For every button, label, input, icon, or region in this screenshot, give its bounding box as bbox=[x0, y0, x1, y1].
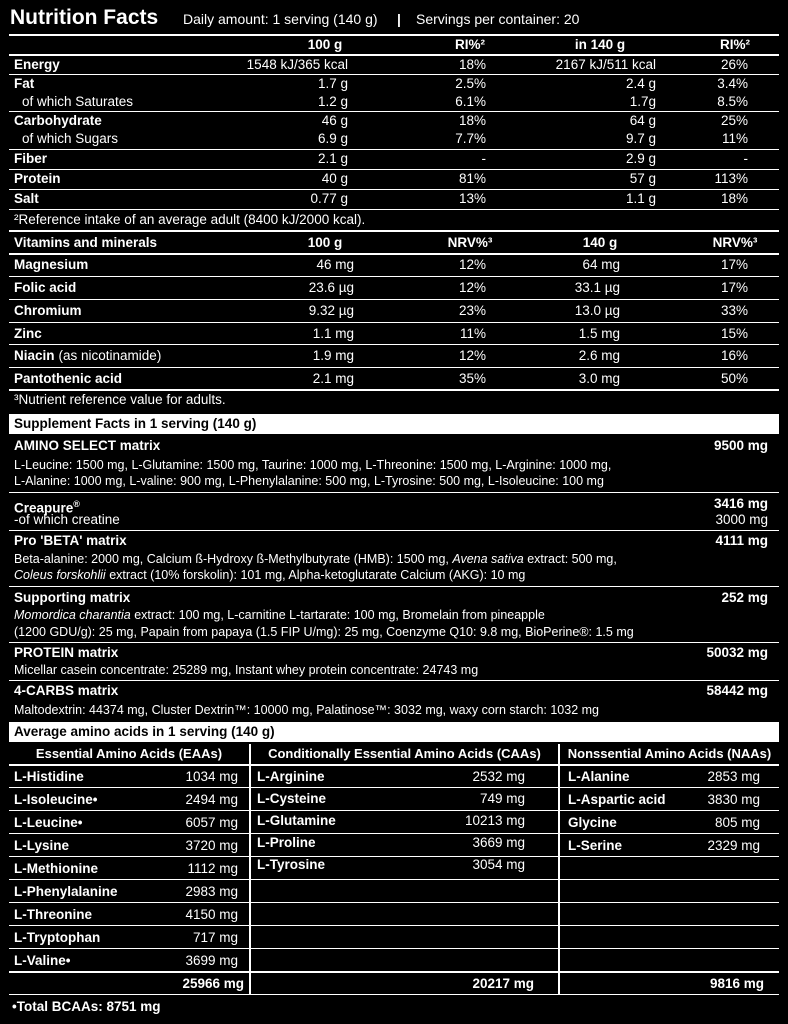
carbs-matrix-amount: 58442 mg bbox=[706, 683, 768, 698]
row-divider bbox=[9, 111, 779, 112]
nutrient-per-100g: 6.9 g bbox=[317, 131, 348, 146]
caa-value: 749 mg bbox=[479, 791, 525, 806]
amino-select-title: AMINO SELECT matrix bbox=[14, 438, 161, 453]
vitamin-name bbox=[14, 371, 122, 387]
eaa-value: 1112 mg bbox=[187, 861, 238, 876]
vitamin-label: Magnesium bbox=[14, 257, 89, 272]
vitamin-per-100g: 23.6 µg bbox=[308, 280, 354, 295]
vitamin-nrv-140g: 17% bbox=[720, 280, 748, 295]
supporting-amount: 252 mg bbox=[721, 590, 768, 605]
vitamin-per-140g: 2.6 mg bbox=[578, 348, 620, 363]
col-in-140g: in 140 g bbox=[574, 37, 626, 52]
eaa-name: L-Isoleucine• bbox=[14, 792, 98, 807]
vitamin-label: Niacin bbox=[14, 348, 55, 363]
row-divider bbox=[9, 787, 779, 788]
vitamin-per-100g: 9.32 µg bbox=[308, 303, 354, 318]
nutrient-ri-140g: 113% bbox=[714, 171, 748, 186]
vitamin-nrv-140g: 17% bbox=[720, 257, 748, 272]
vitamin-nrv-100g: 12% bbox=[458, 280, 486, 295]
eaa-value: 2494 mg bbox=[185, 792, 238, 807]
col-ri-2: RI%² bbox=[720, 37, 750, 52]
nutrient-ri-140g: 8.5% bbox=[717, 94, 748, 109]
caa-total: 20217 mg bbox=[472, 976, 534, 991]
supplement-title: Supplement Facts in 1 serving (140 g) bbox=[14, 416, 257, 431]
amino-title: Average amino acids in 1 serving (140 g) bbox=[14, 724, 275, 739]
vitamin-per-140g: 3.0 mg bbox=[578, 371, 620, 386]
caa-name: L-Cysteine bbox=[257, 791, 327, 806]
nutrient-ri-100g: 18% bbox=[458, 57, 486, 72]
nutrient-name: of which Sugars bbox=[22, 131, 119, 146]
row-divider bbox=[9, 322, 779, 323]
vitamin-name bbox=[14, 280, 76, 296]
eaa-header: Essential Amino Acids (EAAs) bbox=[35, 746, 223, 761]
nutrient-per-140g: 57 g bbox=[629, 171, 656, 186]
vitamins-header-label: Vitamins and minerals bbox=[14, 235, 158, 250]
caa-value: 2532 mg bbox=[472, 769, 525, 784]
nutrition-footnote: ²Reference intake of an average adult (8400 kJ/2000 kcal). bbox=[14, 212, 366, 227]
vitamin-label: Folic acid bbox=[14, 280, 77, 295]
vitamin-name bbox=[14, 348, 161, 364]
caa-value: 3669 mg bbox=[472, 835, 525, 850]
vitamin-nrv-100g: 35% bbox=[458, 371, 486, 386]
naa-value: 2853 mg bbox=[707, 769, 760, 784]
nutrient-per-100g: 0.77 g bbox=[310, 191, 348, 206]
eaa-value: 4150 mg bbox=[185, 907, 238, 922]
vit-col-140g: 140 g bbox=[582, 235, 618, 250]
vitamin-nrv-100g: 12% bbox=[458, 257, 486, 272]
creatine-amount: 3000 mg bbox=[715, 512, 768, 527]
nutrient-per-140g: 1.7g bbox=[629, 94, 656, 109]
naa-value: 805 mg bbox=[714, 815, 760, 830]
vitamins-footnote: ³Nutrient reference value for adults. bbox=[14, 392, 226, 407]
eaa-value: 1034 mg bbox=[185, 769, 238, 784]
row-divider bbox=[9, 276, 779, 277]
nutrient-ri-100g: 18% bbox=[458, 113, 486, 128]
amino-select-line2: L-Alanine: 1000 mg, L-valine: 900 mg, L-Phenylalanine: 500 mg, L-Tyrosine: 500 mg, L-Isoleucine: 100 mg bbox=[14, 474, 604, 488]
row-divider bbox=[9, 925, 779, 926]
vitamin-extra: (as nicotinamide) bbox=[58, 348, 162, 363]
caa-value: 3054 mg bbox=[472, 857, 525, 872]
nutrient-ri-140g: 26% bbox=[720, 57, 748, 72]
eaa-value: 3720 mg bbox=[185, 838, 238, 853]
eaa-name: L-Tryptophan bbox=[14, 930, 101, 945]
vitamin-per-140g: 33.1 µg bbox=[574, 280, 620, 295]
caa-name: L-Glutamine bbox=[257, 813, 336, 828]
eaa-total: 25966 mg bbox=[182, 976, 244, 991]
nutrient-ri-100g: 81% bbox=[458, 171, 486, 186]
row-divider bbox=[9, 209, 779, 210]
nutrient-name: Protein bbox=[14, 171, 61, 186]
vit-col-100g: 100 g bbox=[307, 235, 343, 250]
nutrient-name: Fat bbox=[14, 76, 35, 91]
row-divider bbox=[9, 810, 779, 811]
nutrient-ri-140g: 18% bbox=[720, 191, 748, 206]
row-divider bbox=[9, 902, 779, 903]
nutrient-per-100g: 1.2 g bbox=[317, 94, 348, 109]
row-divider bbox=[9, 367, 779, 368]
nutrient-per-140g: 64 g bbox=[629, 113, 656, 128]
vitamin-label: Pantothenic acid bbox=[14, 371, 123, 386]
nutrient-ri-140g: 25% bbox=[720, 113, 748, 128]
naa-name: L-Alanine bbox=[568, 769, 630, 784]
nutrient-per-100g: 1548 kJ/365 kcal bbox=[246, 57, 348, 72]
protein-matrix-line: Micellar casein concentrate: 25289 mg, Instant whey protein concentrate: 24743 mg bbox=[14, 663, 479, 677]
row-divider bbox=[9, 149, 779, 150]
eaa-name: L-Valine• bbox=[14, 953, 71, 968]
eaa-value: 3699 mg bbox=[185, 953, 238, 968]
eaa-name: L-Leucine• bbox=[14, 815, 83, 830]
supporting-title: Supporting matrix bbox=[14, 590, 131, 605]
row-divider bbox=[9, 879, 779, 880]
nutrient-ri-140g: 11% bbox=[721, 131, 748, 146]
vitamin-per-100g: 1.1 mg bbox=[312, 326, 354, 341]
row-divider bbox=[9, 344, 779, 345]
carbs-matrix-title: 4-CARBS matrix bbox=[14, 683, 119, 698]
nutrient-name: of which Saturates bbox=[22, 94, 134, 109]
nutrient-name: Fiber bbox=[14, 151, 48, 166]
nutrient-per-100g: 46 g bbox=[321, 113, 348, 128]
nutrient-ri-100g: - bbox=[481, 151, 486, 166]
vitamin-per-100g: 46 mg bbox=[316, 257, 354, 272]
daily-amount: Daily amount: 1 serving (140 g) bbox=[183, 11, 378, 27]
naa-value: 2329 mg bbox=[707, 838, 760, 853]
nutrient-per-140g: 2.9 g bbox=[625, 151, 656, 166]
vitamin-nrv-140g: 15% bbox=[720, 326, 748, 341]
supporting-line2: (1200 GDU/g): 25 mg, Papain from papaya (1.5 FIP U/mg): 25 mg, Coenzyme Q10: 9.8 mg, BioPerine®: 1.5 mg bbox=[14, 625, 634, 639]
vitamin-nrv-140g: 16% bbox=[720, 348, 748, 363]
nutrient-name: Salt bbox=[14, 191, 39, 206]
naa-value: 3830 mg bbox=[707, 792, 760, 807]
row-divider bbox=[9, 856, 779, 857]
amino-select-line1: L-Leucine: 1500 mg, L-Glutamine: 1500 mg, Taurine: 1000 mg, L-Threonine: 1500 mg, L-Arginine: 1000 mg, bbox=[14, 458, 612, 472]
vitamin-per-140g: 1.5 mg bbox=[578, 326, 620, 341]
page-title: Nutrition Facts bbox=[10, 6, 159, 29]
nutrient-ri-140g: 3.4% bbox=[717, 76, 748, 91]
col-ri-1: RI%² bbox=[455, 37, 485, 52]
naa-total: 9816 mg bbox=[709, 976, 764, 991]
vitamin-nrv-100g: 23% bbox=[458, 303, 486, 318]
creapure-amount: 3416 mg bbox=[713, 496, 768, 511]
vitamin-label: Zinc bbox=[14, 326, 42, 341]
vitamin-nrv-100g: 11% bbox=[459, 326, 486, 341]
vitamin-per-140g: 13.0 µg bbox=[574, 303, 620, 318]
caa-value: 10213 mg bbox=[464, 813, 525, 828]
naa-name: L-Aspartic acid bbox=[568, 792, 666, 807]
carbs-matrix-line: Maltodextrin: 44374 mg, Cluster Dextrin™: 10000 mg, Palatinose™: 3032 mg, waxy corn starch: 1032 mg bbox=[14, 703, 600, 717]
caa-name: L-Tyrosine bbox=[257, 857, 326, 872]
nutrient-ri-100g: 13% bbox=[458, 191, 486, 206]
row-divider bbox=[9, 74, 779, 75]
vit-col-nrv-1: NRV%³ bbox=[447, 235, 493, 250]
eaa-name: L-Methionine bbox=[14, 861, 98, 876]
header-separator: | bbox=[397, 11, 401, 27]
nutrient-per-100g: 1.7 g bbox=[317, 76, 348, 91]
beta-line2: Coleus forskohlii extract (10% forskolin): 101 mg, Alpha-ketoglutarate Calcium (AKG): 10 mg bbox=[14, 568, 526, 582]
eaa-name: L-Phenylalanine bbox=[14, 884, 118, 899]
vitamin-name bbox=[14, 303, 82, 319]
row-divider bbox=[9, 833, 779, 834]
nutrient-per-100g: 2.1 g bbox=[317, 151, 348, 166]
caa-name: L-Proline bbox=[257, 835, 316, 850]
protein-matrix-title: PROTEIN matrix bbox=[14, 645, 119, 660]
row-divider bbox=[9, 948, 779, 949]
nutrient-ri-100g: 2.5% bbox=[455, 76, 486, 91]
beta-title: Pro 'BETA' matrix bbox=[14, 533, 127, 548]
vitamin-per-100g: 1.9 mg bbox=[312, 348, 354, 363]
row-divider bbox=[9, 253, 779, 255]
eaa-value: 2983 mg bbox=[185, 884, 238, 899]
nutrient-ri-140g: - bbox=[743, 151, 748, 166]
col-100g: 100 g bbox=[307, 37, 343, 52]
servings-per-container: Servings per container: 20 bbox=[416, 11, 580, 27]
nutrient-per-140g: 9.7 g bbox=[625, 131, 656, 146]
protein-matrix-amount: 50032 mg bbox=[706, 645, 768, 660]
vitamin-per-140g: 64 mg bbox=[582, 257, 620, 272]
vit-col-nrv-2: NRV%³ bbox=[712, 235, 758, 250]
beta-amount: 4111 mg bbox=[715, 533, 768, 548]
row-divider bbox=[9, 169, 779, 170]
nutrient-per-140g: 1.1 g bbox=[625, 191, 656, 206]
eaa-name: L-Threonine bbox=[14, 907, 92, 922]
row-divider bbox=[9, 389, 779, 391]
row-divider bbox=[9, 299, 779, 300]
nutrient-name: Carbohydrate bbox=[14, 113, 102, 128]
naa-name: Glycine bbox=[568, 815, 617, 830]
nutrient-per-100g: 40 g bbox=[321, 171, 348, 186]
vitamin-nrv-140g: 33% bbox=[720, 303, 748, 318]
supporting-line1: Momordica charantia extract: 100 mg, L-carnitine L-tartarate: 100 mg, Bromelain from pineapple bbox=[14, 608, 545, 622]
amino-select-amount: 9500 mg bbox=[713, 438, 768, 453]
eaa-name: L-Histidine bbox=[14, 769, 84, 784]
nutrient-ri-100g: 6.1% bbox=[455, 94, 486, 109]
creapure-title: Creapure® bbox=[14, 499, 80, 516]
total-bcaas: •Total BCAAs: 8751 mg bbox=[12, 999, 161, 1014]
nutrient-name: Energy bbox=[14, 57, 60, 72]
naa-name: L-Serine bbox=[568, 838, 623, 853]
naa-header: Nonssential Amino Acids (NAAs) bbox=[567, 746, 772, 761]
vitamin-nrv-140g: 50% bbox=[720, 371, 748, 386]
vitamin-name bbox=[14, 326, 42, 342]
beta-line1: Beta-alanine: 2000 mg, Calcium ß-Hydroxy ß-Methylbutyrate (HMB): 1500 mg, Avena sativa extract: 500 mg, bbox=[14, 552, 617, 566]
eaa-name: L-Lysine bbox=[14, 838, 70, 853]
vitamin-nrv-100g: 12% bbox=[458, 348, 486, 363]
caa-header: Conditionally Essential Amino Acids (CAAs) bbox=[268, 746, 541, 761]
eaa-value: 6057 mg bbox=[185, 815, 238, 830]
creatine-label: -of which creatine bbox=[14, 512, 120, 527]
caa-name: L-Arginine bbox=[257, 769, 325, 784]
vitamin-label: Chromium bbox=[14, 303, 82, 318]
vitamin-per-100g: 2.1 mg bbox=[312, 371, 354, 386]
nutrient-per-140g: 2.4 g bbox=[625, 76, 656, 91]
eaa-value: 717 mg bbox=[192, 930, 238, 945]
row-divider bbox=[9, 189, 779, 190]
nutrient-per-140g: 2167 kJ/511 kcal bbox=[555, 57, 656, 72]
vitamin-name bbox=[14, 257, 88, 273]
nutrient-ri-100g: 7.7% bbox=[455, 131, 486, 146]
